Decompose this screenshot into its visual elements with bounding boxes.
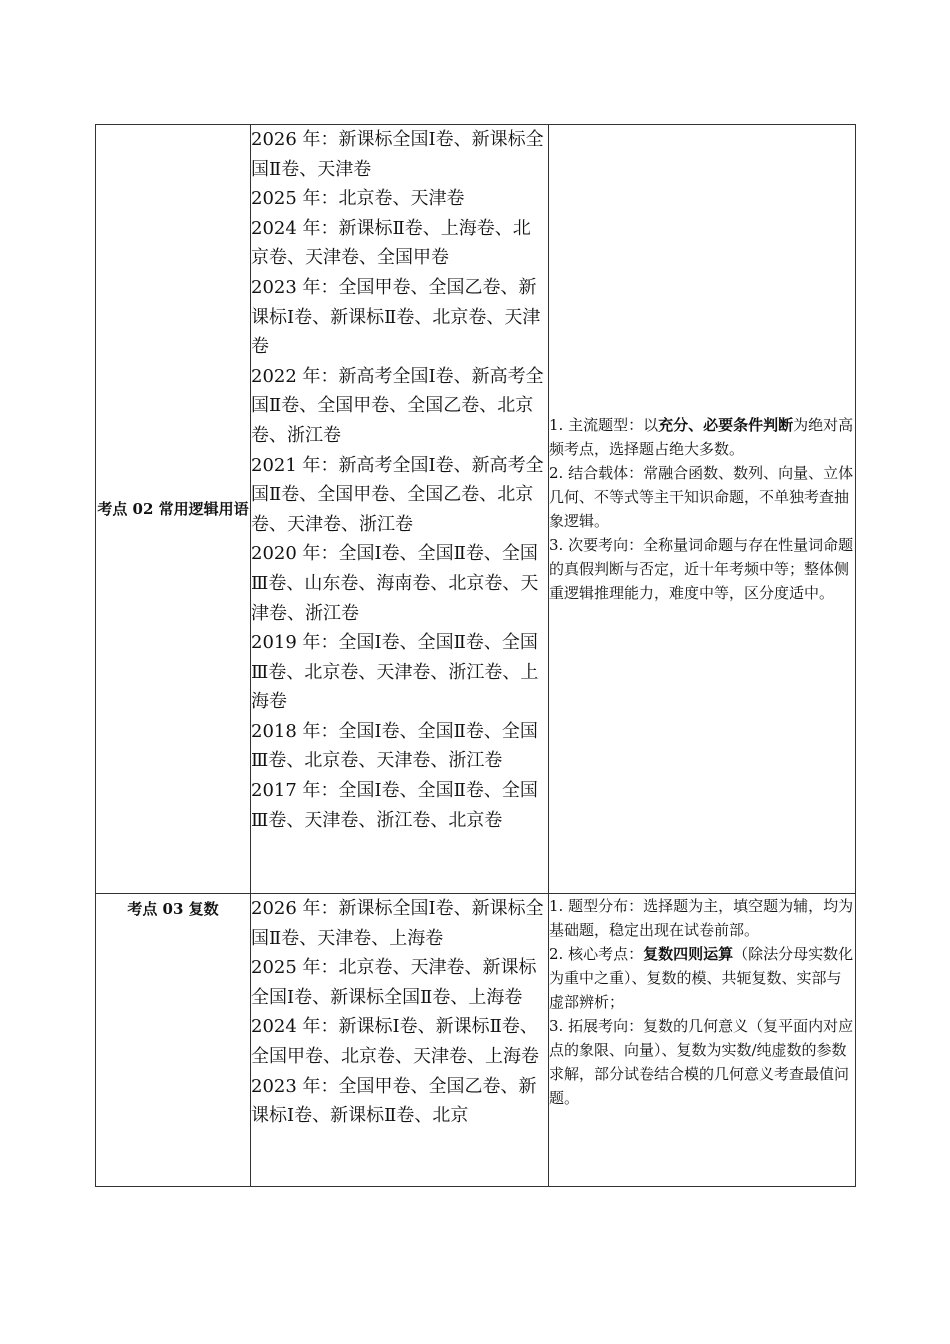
- topic-label: 考点 02 常用逻辑用语: [97, 500, 249, 518]
- year-entry: 2020 年：全国Ⅰ卷、全国Ⅱ卷、全国Ⅲ卷、山东卷、海南卷、北京卷、天津卷、浙江卷: [251, 543, 539, 624]
- notes-cell: [549, 894, 856, 1187]
- year-entry: 2025 年：北京卷、天津卷、新课标全国Ⅰ卷、新课标全国Ⅱ卷、上海卷: [251, 957, 537, 1008]
- note-item: 3. 拓展考向：复数的几何意义（复平面内对应点的象限、向量）、复数为实数/纯虚数的参数求解，部分试卷结合模的几何意义考查最值问题。: [549, 1017, 854, 1107]
- year-entry: 2025 年：北京卷、天津卷: [251, 188, 465, 210]
- year-entry: 2026 年：新课标全国Ⅰ卷、新课标全国Ⅱ卷、天津卷: [251, 129, 544, 180]
- year-entry: 2017 年：全国Ⅰ卷、全国Ⅱ卷、全国Ⅲ卷、天津卷、浙江卷、北京卷: [251, 780, 538, 831]
- years-cell: [251, 894, 549, 1187]
- year-entry: 2023 年：全国甲卷、全国乙卷、新课标Ⅰ卷、新课标Ⅱ卷、北京卷、天津卷: [251, 276, 541, 358]
- topic-label: 考点 03 复数: [127, 900, 219, 918]
- year-entry: 2024 年：新课标Ⅱ卷、上海卷、北京卷、天津卷、全国甲卷: [251, 217, 531, 269]
- topic-cell: [96, 894, 251, 1187]
- note-item: 1. 题型分布：选择题为主，填空题为辅，均为基础题，稳定出现在试卷前部。: [549, 897, 854, 939]
- year-entry: 2026 年：新课标全国Ⅰ卷、新课标全国Ⅱ卷、天津卷、上海卷: [251, 898, 544, 949]
- year-entry: 2024 年：新课标Ⅰ卷、新课标Ⅱ卷、全国甲卷、北京卷、天津卷、上海卷: [251, 1016, 539, 1067]
- years-cell: [251, 125, 549, 894]
- year-entry: 2018 年：全国Ⅰ卷、全国Ⅱ卷、全国Ⅲ卷、北京卷、天津卷、浙江卷: [251, 720, 538, 772]
- table-row: [96, 125, 856, 894]
- table-row: [96, 894, 856, 1187]
- year-entry: 2023 年：全国甲卷、全国乙卷、新课标Ⅰ卷、新课标Ⅱ卷、北京: [251, 1075, 537, 1127]
- note-item: 2. 核心考点：复数四则运算（除法分母实数化为重中之重）、复数的模、共轭复数、实部与虚部辨析；: [549, 945, 854, 1011]
- note-item: 2. 结合载体：常融合函数、数列、向量、立体几何、不等式等主干知识命题，不单独考查抽象逻辑。: [549, 464, 854, 530]
- note-item: 1. 主流题型：以充分、必要条件判断为绝对高频考点，选择题占绝大多数。: [549, 416, 854, 458]
- topic-cell: [96, 125, 251, 894]
- year-entry: 2021 年：新高考全国Ⅰ卷、新高考全国Ⅱ卷、全国甲卷、全国乙卷、北京卷、天津卷、浙江卷: [251, 454, 544, 535]
- note-item: 3. 次要考向：全称量词命题与存在性量词命题的真假判断与否定，近十年考频中等；整体侧重逻辑推理能力，难度中等，区分度适中。: [549, 536, 854, 602]
- year-entry: 2019 年：全国Ⅰ卷、全国Ⅱ卷、全国Ⅲ卷、北京卷、天津卷、浙江卷、上海卷: [251, 632, 539, 713]
- year-entry: 2022 年：新高考全国Ⅰ卷、新高考全国Ⅱ卷、全国甲卷、全国乙卷、北京卷、浙江卷: [251, 365, 544, 446]
- exam-topic-table: [95, 124, 856, 1187]
- notes-cell: [549, 125, 856, 894]
